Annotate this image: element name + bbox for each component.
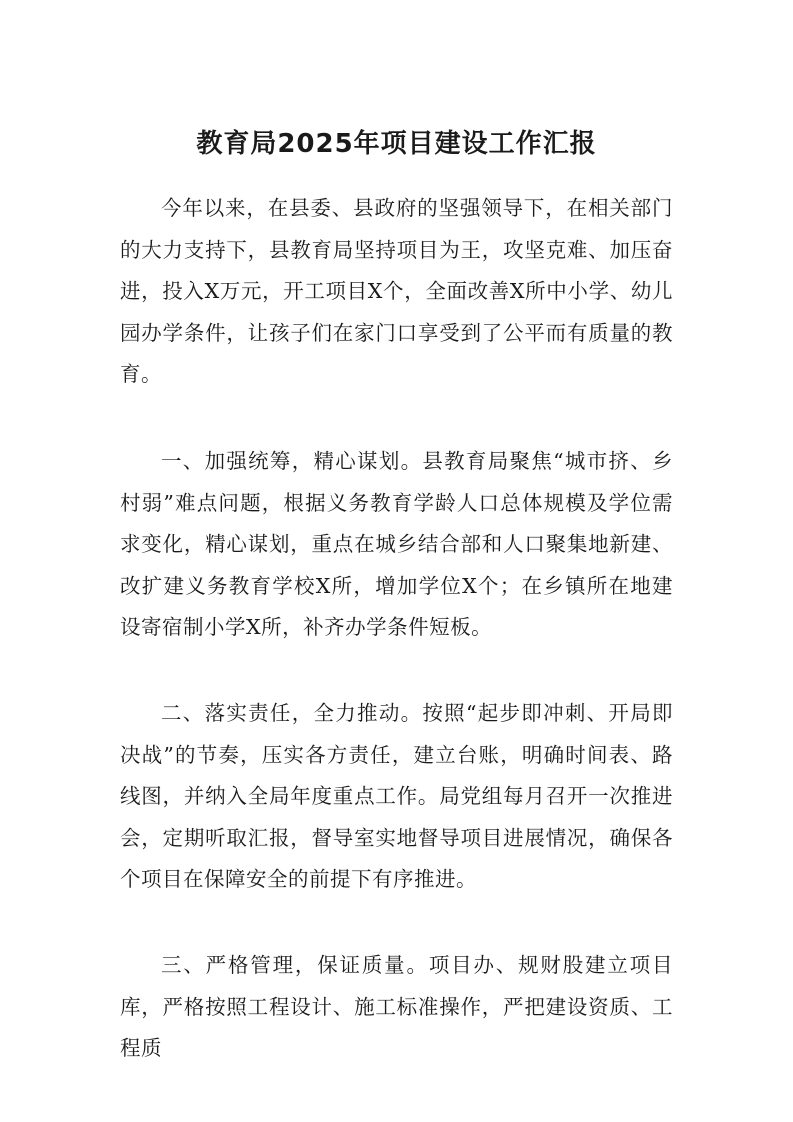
paragraph-section-2: 二、落实责任，全力推动。按照“起步即冲刺、开局即决战”的节奏，压实各方责任，建立台账，明确时间表、路线图，并纳入全局年度重点工作。局党组每月召开一次推进会，定期听取汇报，督导室实地督导项目进展情况，确保各个项目在保障安全的前提下有序推进。 — [120, 701, 673, 891]
paragraph-section-1: 一、加强统筹，精心谋划。县教育局聚焦“城市挤、乡村弱”难点问题，根据义务教育学龄人口总体规模及学位需求变化，精心谋划，重点在城乡结合部和人口聚集地新建、改扩建义务教育学校X所，增加学位X个；在乡镇所在地建设寄宿制小学X所，补齐办学条件短板。 — [120, 449, 673, 639]
paragraph-section-3: 三、严格管理，保证质量。项目办、规财股建立项目库，严格按照工程设计、施工标准操作，严把建设资质、工程质 — [120, 953, 673, 1060]
document-title: 教育局2025年项目建设工作汇报 — [196, 129, 597, 159]
paragraph-intro: 今年以来，在县委、县政府的坚强领导下，在相关部门的大力支持下，县教育局坚持项目为王，攻坚克难、加压奋进，投入X万元，开工项目X个，全面改善X所中小学、幼儿园办学条件，让孩子们在家门口享受到了公平而有质量的教育。 — [120, 196, 673, 386]
